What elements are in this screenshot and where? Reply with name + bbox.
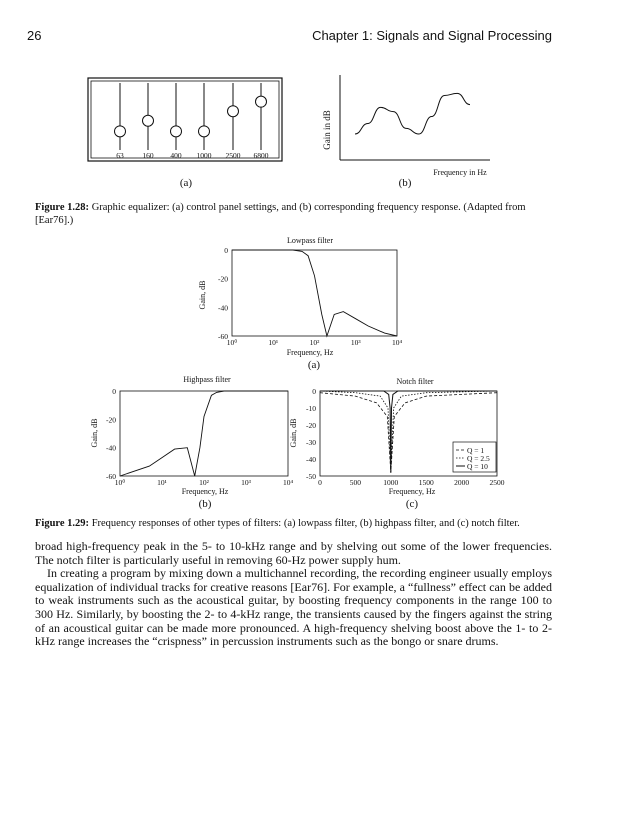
eq-band-label: 2500 — [225, 151, 241, 160]
fig129-sub-c: (c) — [405, 498, 419, 510]
notch-ylabel: Gain, dB — [289, 418, 298, 448]
eq-band-label: 6800 — [253, 151, 269, 160]
notch-x-tick: 0 — [318, 478, 322, 487]
equalizer-panel — [88, 78, 282, 161]
eq-slider-knob — [143, 115, 154, 126]
lowpass-x-tick: 10¹ — [268, 338, 279, 347]
notch-xlabel: Frequency, Hz — [388, 487, 436, 496]
lowpass-ylabel: Gain, dB — [198, 280, 207, 310]
eq-band-label: 400 — [170, 151, 182, 160]
eq-response-ylabel: Gain in dB — [322, 110, 332, 150]
notch-x-tick: 1500 — [418, 478, 434, 487]
page-number: 26 — [27, 28, 42, 43]
eq-band-label: 1000 — [196, 151, 212, 160]
lowpass-x-tick: 10³ — [350, 338, 361, 347]
highpass-y-tick: -20 — [106, 415, 116, 425]
notch-title: Notch filter — [396, 377, 434, 386]
equalizer-inner-frame — [91, 81, 279, 158]
eq-slider-knob — [171, 126, 182, 137]
eq-slider-knob — [228, 106, 239, 117]
lowpass-y-tick: -40 — [218, 303, 228, 313]
legend-label-q1: Q = 1 — [467, 446, 485, 455]
highpass-x-tick: 10⁰ — [114, 478, 126, 487]
lowpass-title: Lowpass filter — [287, 236, 333, 245]
fig128-sub-b: (b) — [398, 177, 412, 189]
figure-129-label: Figure 1.29: — [35, 518, 90, 529]
notch-y-tick: -50 — [306, 472, 316, 481]
highpass-y-tick: -60 — [106, 472, 116, 481]
highpass-x-tick: 10⁴ — [282, 478, 294, 487]
highpass-curve — [120, 391, 288, 476]
eq-band-label: 63 — [116, 151, 124, 160]
highpass-chart — [90, 375, 293, 496]
fig129-sub-b: (b) — [198, 498, 212, 510]
highpass-y-tick: -40 — [106, 443, 116, 453]
figure-128-caption-text: Graphic equalizer: (a) control panel settings, and (b) corresponding frequency response. (Adapted from [Ear76].) — [35, 202, 526, 226]
running-header: Chapter 1: Signals and Signal Processing — [312, 28, 552, 43]
notch-y-tick: -40 — [306, 455, 316, 464]
eq-response-xlabel: Frequency in Hz — [433, 168, 487, 177]
eq-slider-knob — [115, 126, 126, 137]
eq-response-curve — [355, 93, 470, 134]
highpass-x-tick: 10¹ — [157, 478, 167, 487]
body-paragraph-2: In creating a program by mixing down a multichannel recording, the recording engineer usually employs equalization of individual tracks for creative reasons [Ear76]. For example, a “fullness” effect can be added to weak instruments such as the acoustical guitar, by boosting frequency components in the range 100 to 300 Hz. Similarly, by boosting the 2- to 4-kHz range, the transients caused by the fingers against the string of an acoustical guitar can be made more pronounced. A high-frequency shelving boost above the 1- to 2-kHz range increases the “crispness” in percussion instruments such as the bongo or snare drums. — [35, 566, 552, 649]
notch-y-tick: 0 — [312, 387, 316, 396]
legend-label-q2-5: Q = 2.5 — [467, 454, 490, 463]
notch-x-tick: 1000 — [383, 478, 399, 487]
equalizer-frame — [88, 78, 282, 161]
highpass-x-tick: 10³ — [241, 478, 251, 487]
notch-chart — [289, 377, 505, 496]
lowpass-y-tick: 0 — [224, 246, 228, 255]
figure-129-caption — [35, 517, 595, 530]
highpass-plot-frame — [120, 391, 288, 476]
highpass-ylabel: Gain, dB — [90, 418, 99, 448]
lowpass-x-tick: 10⁴ — [391, 338, 403, 347]
body-paragraph-1: broad high-frequency peak in the 5- to 10-kHz range and by shelving out some of the lower frequencies. The notch filter is particularly useful in removing 60-Hz power supply hum. — [35, 539, 552, 567]
figure-128-caption — [35, 201, 555, 227]
lowpass-plot-frame — [232, 250, 397, 336]
notch-y-tick: -20 — [306, 421, 316, 430]
notch-x-tick: 2500 — [489, 478, 505, 487]
notch-legend — [453, 442, 496, 472]
highpass-title: Highpass filter — [183, 375, 231, 384]
lowpass-y-tick: -20 — [218, 274, 228, 284]
notch-y-tick: -10 — [306, 404, 316, 413]
lowpass-x-tick: 10² — [309, 338, 320, 347]
fig129-sub-a: (a) — [307, 359, 321, 371]
fig128-sub-a: (a) — [179, 177, 193, 189]
lowpass-x-tick: 10⁰ — [226, 338, 238, 347]
eq-slider-knob — [256, 96, 267, 107]
eq-slider-knob — [199, 126, 210, 137]
eq-band-label: 160 — [142, 151, 154, 160]
eq-response-chart — [322, 75, 490, 177]
lowpass-y-tick: -60 — [218, 332, 228, 341]
lowpass-chart — [198, 236, 402, 357]
lowpass-curve — [232, 250, 397, 336]
notch-y-tick: -30 — [306, 438, 316, 447]
legend-label-q10: Q = 10 — [467, 462, 488, 471]
body-text — [35, 540, 552, 649]
notch-x-tick: 2000 — [454, 478, 470, 487]
figure-128-label: Figure 1.28: — [35, 202, 90, 213]
figure-129-caption-text: Frequency responses of other types of filters: (a) lowpass filter, (b) highpass filter, and (c) notch filter. — [89, 518, 520, 529]
lowpass-xlabel: Frequency, Hz — [286, 348, 334, 357]
notch-x-tick: 500 — [349, 478, 362, 487]
highpass-xlabel: Frequency, Hz — [181, 487, 229, 496]
highpass-x-tick: 10² — [199, 478, 209, 487]
highpass-y-tick: 0 — [112, 387, 116, 396]
